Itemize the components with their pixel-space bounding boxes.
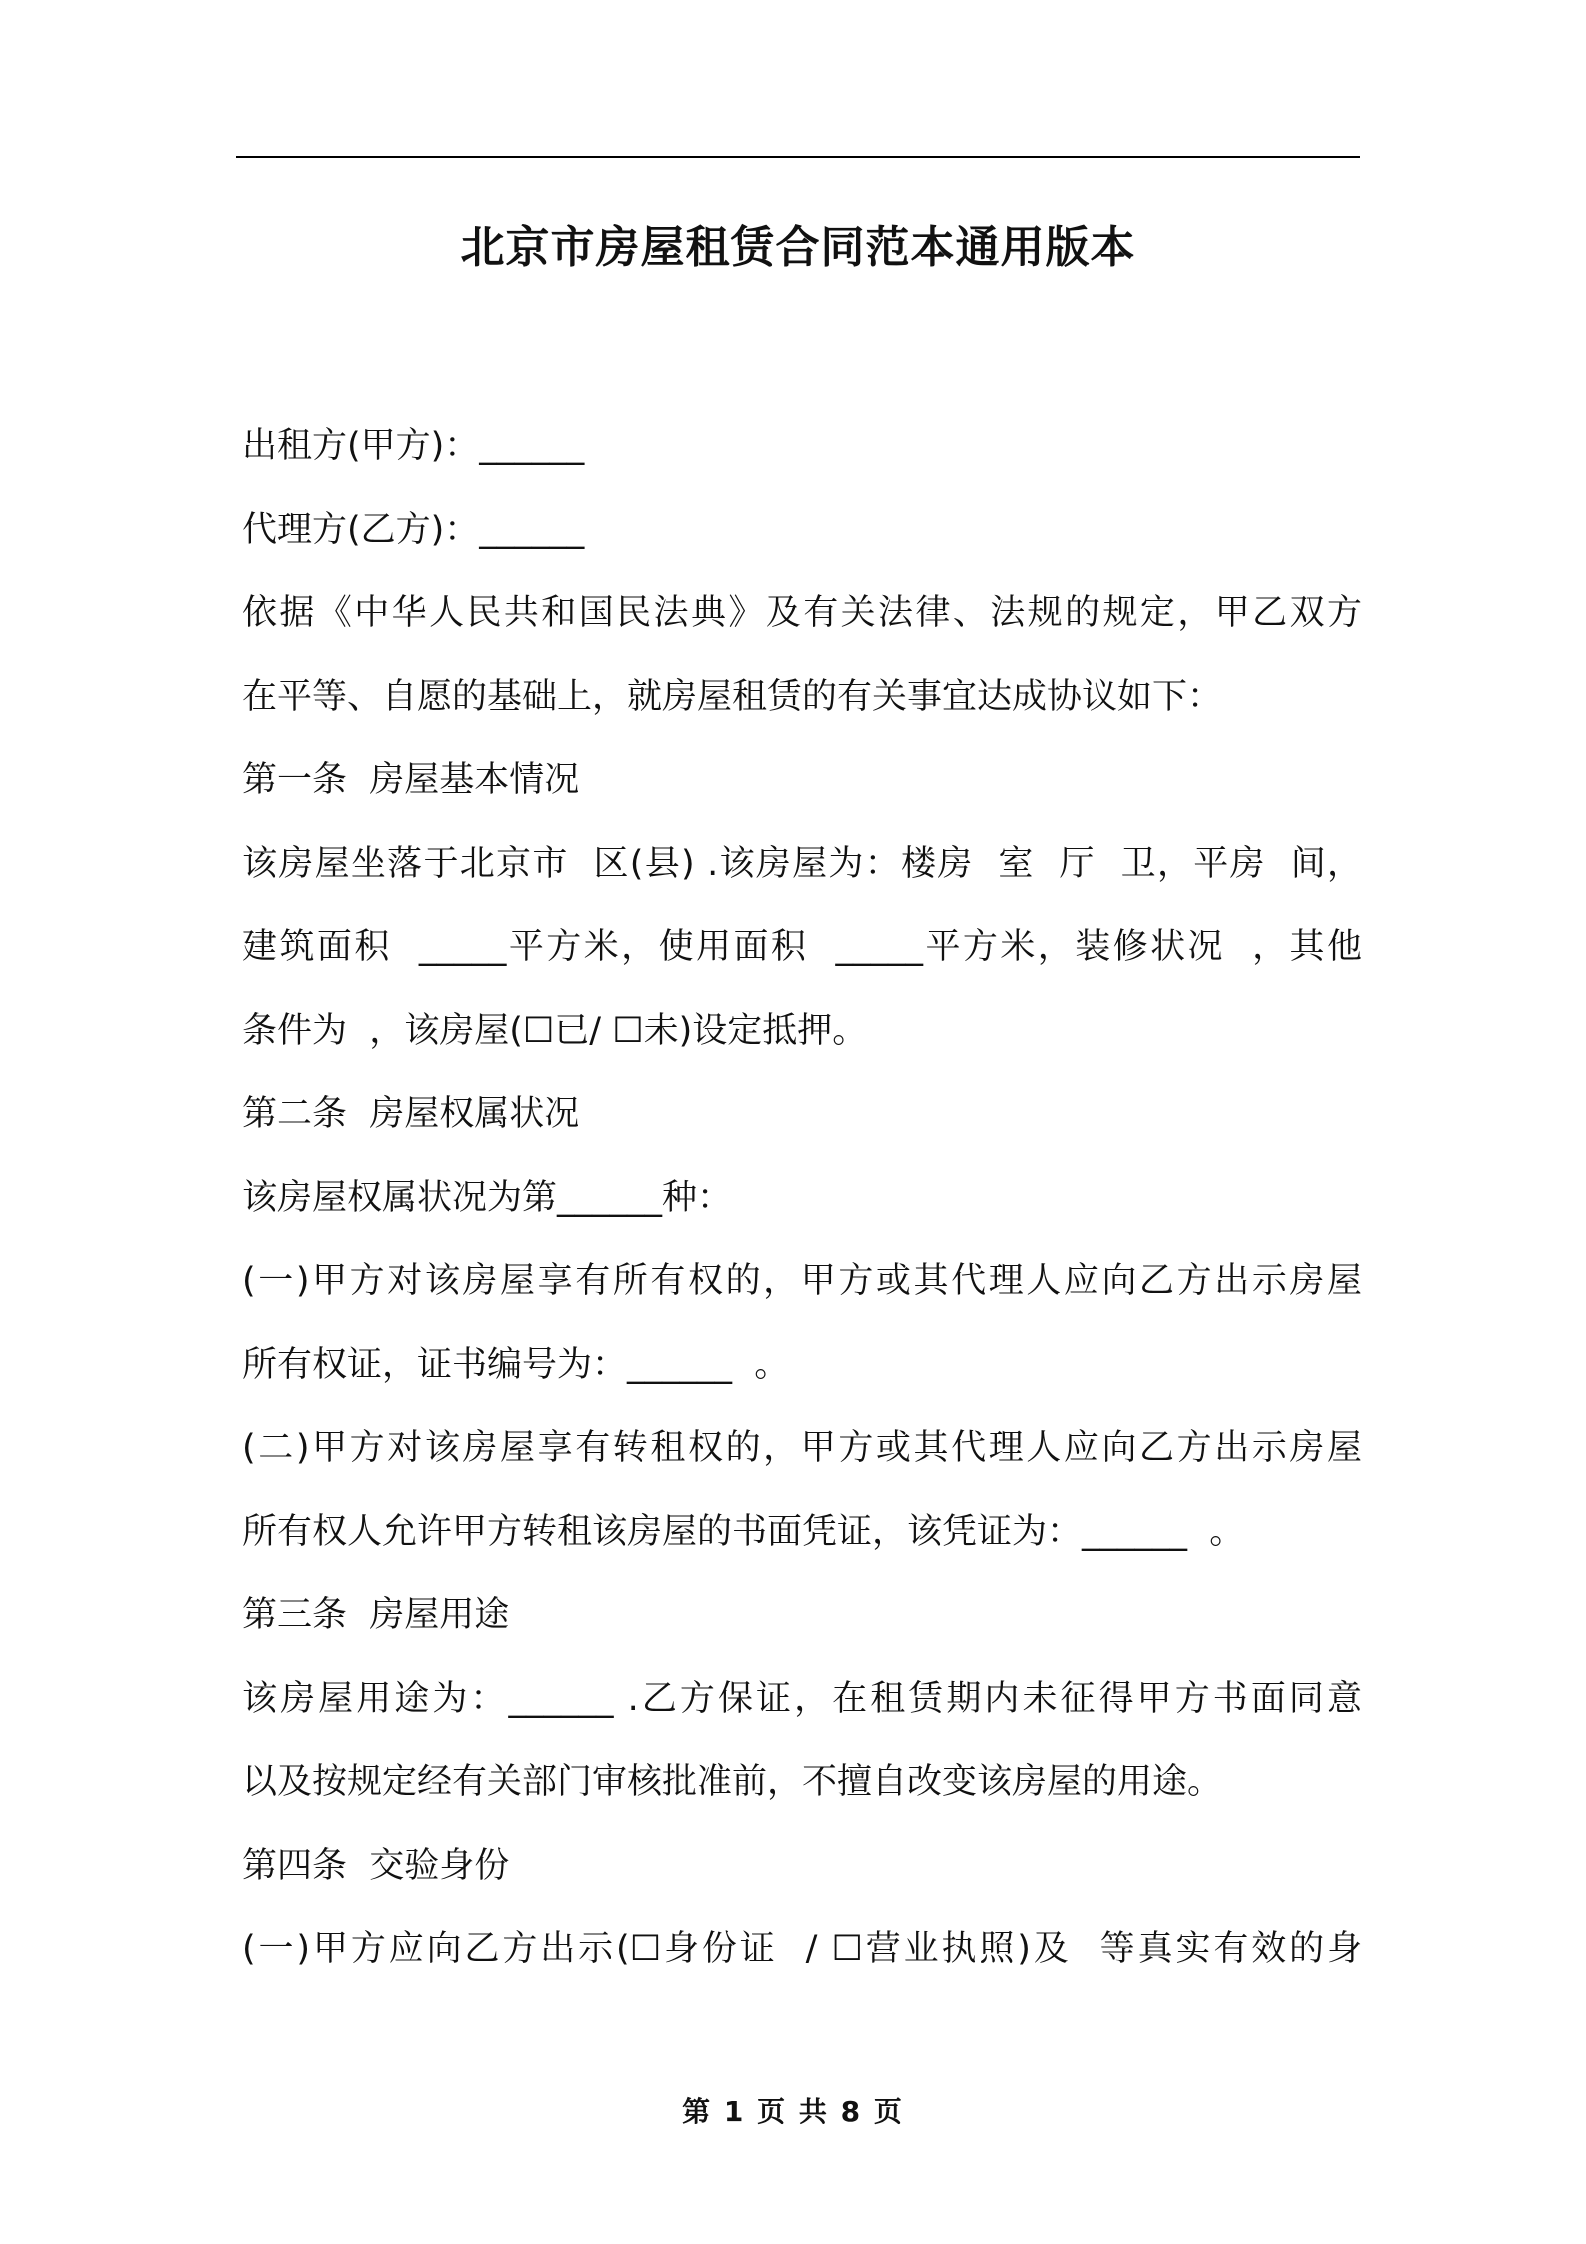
article-heading-1: 第一条 房屋基本情况 — [242, 760, 580, 800]
article-heading-4: 第四条 交验身份 — [242, 1845, 510, 1886]
paragraph-line: 该房屋坐落于北京市 区(县) .该房屋为：楼房 室 厅 卫，平房 间， — [242, 843, 1362, 884]
paragraph-line: (一)甲方对该房屋享有所有权的，甲方或其代理人应向乙方出示房屋 — [242, 1261, 1362, 1301]
paragraph-line: (一)甲方应向乙方出示(☐身份证 / ☐营业执照)及 等真实有效的身 — [242, 1929, 1362, 1969]
page-indicator: 第 1 页 共 8 页 — [682, 2095, 904, 2128]
paragraph-line: 建筑面积 _____平方米，使用面积 _____平方米，装修状况 ，其他 — [242, 927, 1362, 967]
paragraph-line: 条件为 ，该房屋(☐已/ ☐未)设定抵押。 — [242, 1010, 868, 1051]
paragraph-line: 所有权证，证书编号为：______ 。 — [242, 1344, 790, 1385]
paragraph-line: 所有权人允许甲方转租该房屋的书面凭证，该凭证为：______ 。 — [242, 1511, 1245, 1552]
document-body — [242, 405, 1362, 1992]
paragraph-line: 该房屋权属状况为第______种： — [242, 1177, 733, 1218]
paragraph-line: 以及按规定经有关部门审核批准前，不擅自改变该房屋的用途。 — [242, 1762, 1223, 1802]
paragraph-line: 依据《中华人民共和国民法典》及有关法律、法规的规定，甲乙双方 — [242, 593, 1362, 633]
header-rule — [236, 156, 1360, 158]
article-heading-3: 第三条 房屋用途 — [242, 1595, 510, 1635]
lessor-field: 出租方(甲方)：______ — [242, 426, 585, 466]
paragraph-line: 在平等、自愿的基础上，就房屋租赁的有关事宜达成协议如下： — [242, 676, 1223, 717]
agent-field: 代理方(乙方)：______ — [242, 509, 585, 550]
paragraph-line: 该房屋用途为：______ .乙方保证，在租赁期内未征得甲方书面同意 — [242, 1678, 1362, 1719]
paragraph-line: (二)甲方对该房屋享有转租权的，甲方或其代理人应向乙方出示房屋 — [242, 1428, 1362, 1468]
article-heading-2: 第二条 房屋权属状况 — [242, 1094, 580, 1134]
document-title: 北京市房屋租赁合同范本通用版本 — [460, 222, 1136, 273]
